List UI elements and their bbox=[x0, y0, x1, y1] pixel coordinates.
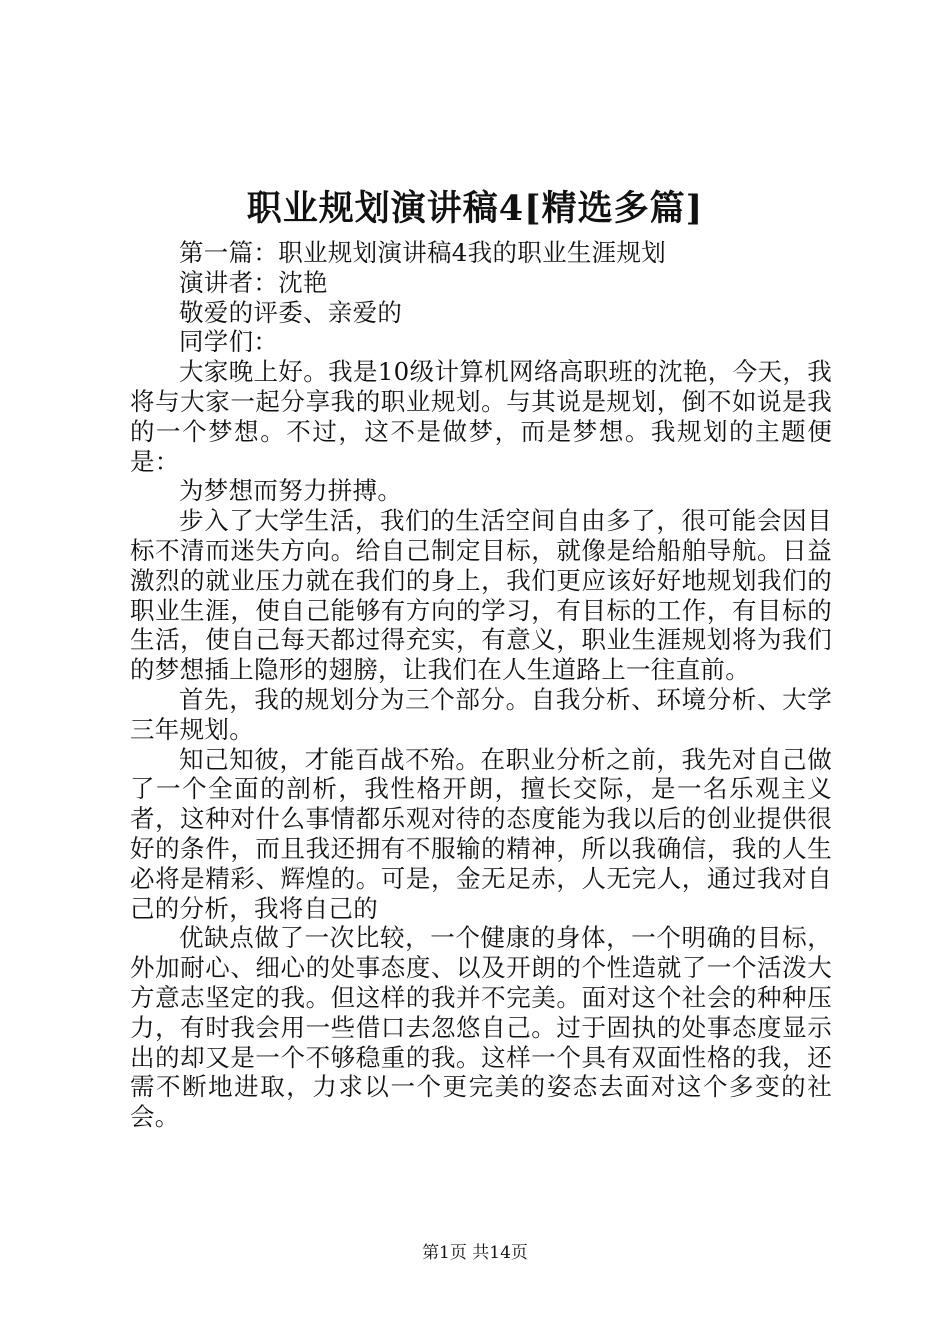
paragraph-section-heading: 第一篇：职业规划演讲稿4我的职业生涯规划 bbox=[179, 238, 667, 267]
paragraph-strengths-weaknesses: 优缺点做了一次比较，一个健康的身体，一个明确的目标，外加耐心、细心的处事态度、以及开朗的个性造就了一个活泼大方意志坚定的我。但这样的我并不完美。面对这个社会的种种压力，有时我会用一些借口去忽悠自己。过于固执的处事态度显示出的却又是一个不够稳重的我。这样一个具有双面性格的我，还需不断地进取，力求以一个更完美的姿态去面对这个多变的社会。 bbox=[130, 923, 832, 1132]
paragraph-salutation-cont: 同学们： bbox=[179, 327, 279, 357]
paragraph-greeting: 大家晚上好。我是10级计算机网络高职班的沈艳，今天，我将与大家一起分享我的职业规划。与其说是规划，倒不如说是我的一个梦想。不过，这不是做梦，而是梦想。我规划的主题便是： bbox=[130, 357, 832, 476]
document-title: 职业规划演讲稿4[精选多篇] bbox=[246, 188, 704, 229]
paragraph-plan-parts: 首先，我的规划分为三个部分。自我分析、环境分析、大学三年规划。 bbox=[130, 684, 832, 744]
paragraph-theme: 为梦想而努力拼搏。 bbox=[179, 476, 403, 506]
paragraph-speaker: 演讲者：沈艳 bbox=[179, 267, 328, 297]
document-body bbox=[130, 238, 832, 1132]
page-footer: 第1页 共14页 bbox=[422, 1243, 528, 1263]
paragraph-self-analysis: 知己知彼，才能百战不殆。在职业分析之前，我先对自己做了一个全面的剖析，我性格开朗，擅长交际，是一名乐观主义者，这种对什么事情都乐观对待的态度能为我以后的创业提供很好的条件，而且我还拥有不服输的精神，所以我确信，我的人生必将是精彩、辉煌的。可是，金无足赤，人无完人，通过我对自己的分析，我将自己的 bbox=[130, 744, 832, 923]
paragraph-salutation: 敬爱的评委、亲爱的 bbox=[179, 297, 403, 327]
paragraph-college-life: 步入了大学生活，我们的生活空间自由多了，很可能会因目标不清而迷失方向。给自己制定目标，就像是给船舶导航。日益激烈的就业压力就在我们的身上，我们更应该好好地规划我们的职业生涯，使自己能够有方向的学习，有目标的工作，有目标的生活，使自己每天都过得充实，有意义，职业生涯规划将为我们的梦想插上隐形的翅膀，让我们在人生道路上一往直前。 bbox=[130, 506, 832, 685]
